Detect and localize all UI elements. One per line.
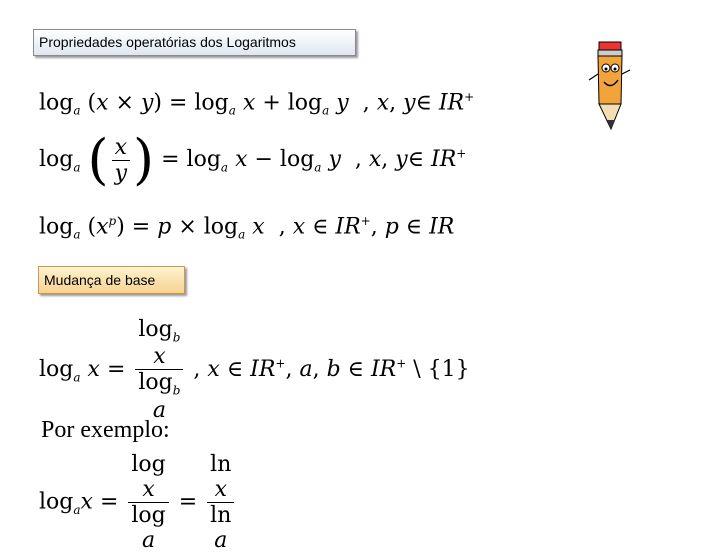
quotient-rule-formula: $\log_a$ ( $\frac{x}{y}$ ) = $\log_a x - \log_a y$ , x, y∈ IR+ xyxy=(39,128,467,191)
product-rule-formula: $\log_a (x \times y) = \log_a x + \log_a y$ , x, y∈ IR+ xyxy=(39,90,475,118)
change-of-base-label: Mudança de base xyxy=(38,266,185,294)
example-formula: $\log_ax$ = log x log a = ln x ln a xyxy=(39,452,237,553)
pencil-mascot-icon xyxy=(585,34,633,134)
power-rule-formula: $\log_a (x^p) = p \times \log_a x$ , x ∈ IR+, p ∈ IR xyxy=(39,214,455,242)
change-of-base-formula: $\log_a x$ = $\log_b$ x $\log_b$ a , x ∈ IR+, a, b ∈ IR+ \ {1} xyxy=(39,317,470,423)
page-title: Propriedades operatórias dos Logaritmos xyxy=(33,29,356,56)
example-heading: Por exemplo: xyxy=(41,417,170,443)
